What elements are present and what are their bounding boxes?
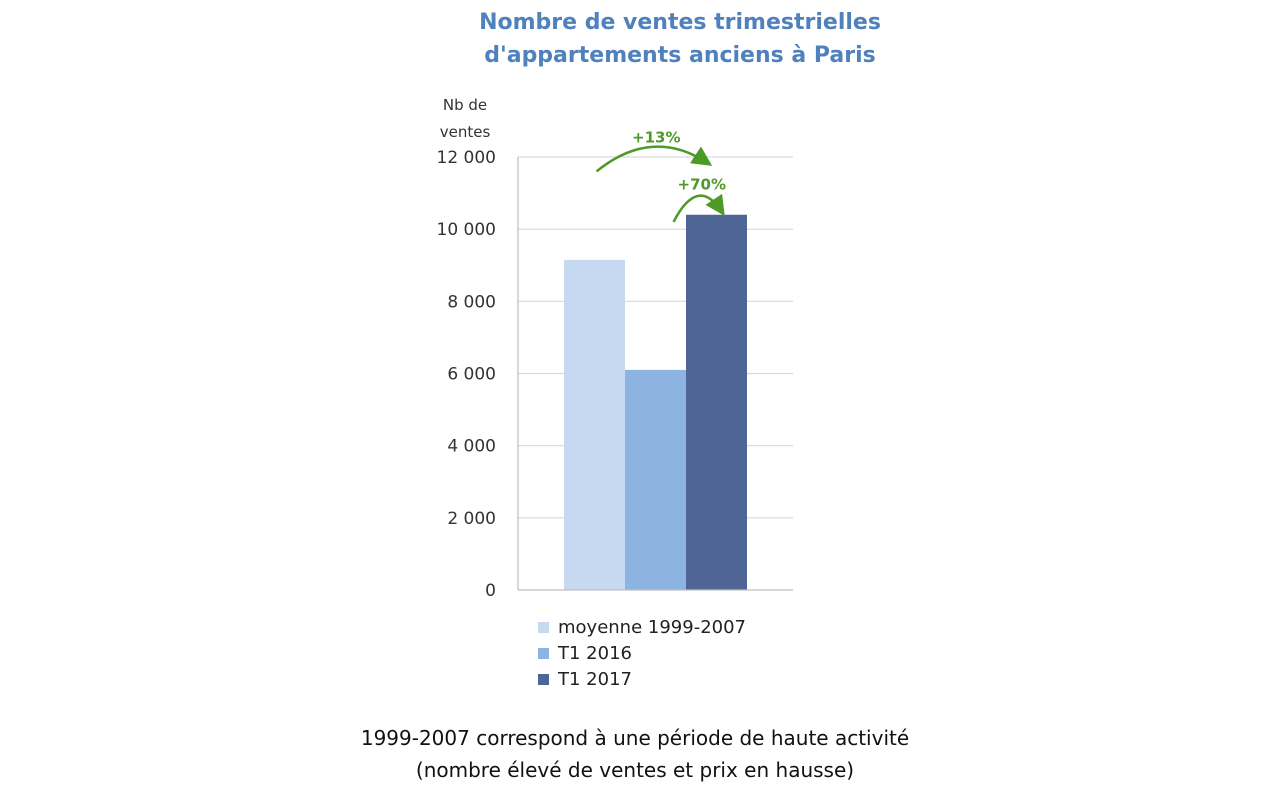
bar-t1-2016 bbox=[625, 370, 686, 590]
legend-swatch bbox=[538, 648, 549, 659]
legend bbox=[538, 614, 746, 692]
legend-swatch bbox=[538, 674, 549, 685]
legend-item bbox=[538, 640, 746, 666]
bar-t1-2017 bbox=[686, 215, 747, 590]
y-tick-label: 8 000 bbox=[447, 292, 496, 313]
y-tick-label: 0 bbox=[485, 581, 496, 601]
legend-swatch bbox=[538, 622, 549, 633]
legend-item bbox=[538, 666, 746, 692]
footnote-line-2: (nombre élevé de ventes et prix en hausse) bbox=[415, 758, 855, 782]
annotation-label: +13% bbox=[632, 128, 681, 147]
footnote bbox=[285, 722, 985, 786]
bar-moyenne-1999-2007 bbox=[564, 260, 625, 590]
y-tick-label: 6 000 bbox=[447, 364, 496, 385]
chart-title-line-2: d'appartements anciens à Paris bbox=[484, 43, 876, 68]
y-axis-ticks bbox=[437, 148, 496, 601]
chart-title-line-1: Nombre de ventes trimestrielles bbox=[479, 10, 881, 35]
legend-label: T1 2017 bbox=[558, 668, 632, 690]
footnote-line-1: 1999-2007 correspond à une période de haute activité bbox=[360, 726, 910, 750]
y-axis-label-line-1: Nb de bbox=[442, 96, 488, 114]
y-tick-label: 4 000 bbox=[447, 436, 496, 457]
annotation-label: +70% bbox=[677, 175, 726, 194]
legend-item bbox=[538, 614, 746, 640]
legend-label: moyenne 1999-2007 bbox=[558, 616, 746, 638]
bars bbox=[564, 215, 747, 590]
annotations bbox=[597, 129, 726, 222]
y-tick-label: 2 000 bbox=[447, 508, 496, 529]
y-axis-label-line-2: ventes bbox=[439, 123, 491, 141]
y-tick-label: 12 000 bbox=[436, 148, 496, 168]
legend-label: T1 2016 bbox=[558, 642, 632, 664]
annotation-arrow bbox=[597, 147, 709, 172]
y-tick-label: 10 000 bbox=[436, 220, 496, 241]
